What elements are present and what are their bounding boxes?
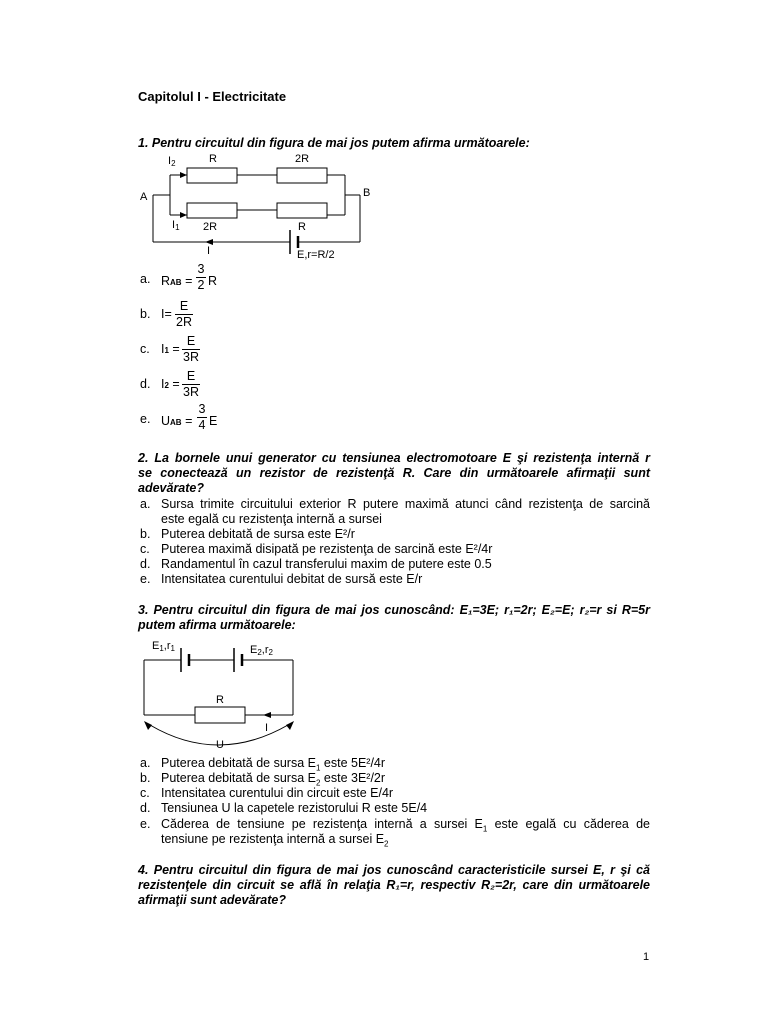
- q1e-lhs: U: [161, 414, 171, 428]
- q1d-eq: =: [172, 377, 180, 391]
- q2a-line1: Sursa trimite circuitului exterior R putere maximă atunci când rezistenţa de sarcină: [161, 497, 650, 511]
- q1e-rhs: E: [209, 414, 218, 428]
- q1b-lhs: I: [161, 307, 165, 321]
- q1d-sub: 2: [164, 381, 169, 390]
- resistor-r: [195, 707, 245, 723]
- q1c-sub: 1: [164, 346, 169, 355]
- label-i: I: [265, 722, 269, 734]
- q1a-lhs: R: [161, 274, 171, 288]
- q1a-rhs: R: [208, 274, 218, 288]
- question-4-line3: afirmaţii sunt adevărate?: [138, 893, 286, 907]
- q1a-sub: AB: [170, 278, 182, 287]
- q2-option-c: c. Puterea maximă disipată pe rezistenţa de sarcină este E²/4r: [140, 542, 493, 556]
- q3-option-b: b. Puterea debitată de sursa $E_2$ este 3E²/2r: [140, 771, 386, 788]
- label-r-bottom: R: [298, 221, 306, 233]
- label-2r-bottom: 2R: [203, 221, 218, 233]
- label-u: U: [216, 739, 224, 751]
- q1e-sub: AB: [170, 418, 182, 427]
- question-3-line1: 3. Pentru circuitul din figura de mai jos cunoscând: E₁=3E; r₁=2r; E₂=E; r₂=r si R=5r: [138, 603, 650, 617]
- resistor-2r-bottom: [187, 203, 237, 218]
- q3-option-a: a. Puterea debitată de sursa $E_1$ este 5E²/4r: [140, 756, 386, 773]
- q2-option-d: d. Randamentul în cazul transferului maxim de putere este 0.5: [140, 557, 492, 571]
- page-number: 1: [643, 951, 650, 963]
- resistor-r-bottom: [277, 203, 327, 218]
- label-a: A: [140, 191, 148, 203]
- q2-option-e: e. Intensitatea curentului debitat de sursă este E/r: [140, 572, 423, 586]
- question-3-line2: putem afirma următoarele:: [138, 618, 296, 632]
- question-2-line2: se conectează un rezistor de rezistenţă R. Care din următoarele afirmaţii sunt: [138, 466, 650, 480]
- chapter-title: Capitolul I - Electricitate: [138, 89, 287, 104]
- question-1-text: 1. Pentru circuitul din figura de mai jos putem afirma următoarele:: [138, 136, 530, 150]
- label-b: B: [363, 187, 371, 199]
- resistor-r-top: [187, 168, 237, 183]
- circuit-diagram-3: [138, 633, 308, 753]
- resistor-2r-top: [277, 168, 327, 183]
- q1-option-e: e. UAB = 3 4 E: [140, 402, 218, 432]
- q3-option-c: c. Intensitatea curentului din circuit este E/4r: [140, 786, 394, 800]
- label-r: R: [216, 694, 224, 706]
- q3-option-d: d. Tensiunea U la capetele rezistorului R este 5E/4: [140, 801, 428, 815]
- label-i1: I1: [172, 219, 180, 232]
- circuit-diagram-1: [135, 150, 395, 265]
- label-e2r2: E2,r2: [250, 644, 273, 657]
- label-r-top: R: [209, 153, 217, 165]
- label-i: I: [207, 245, 211, 257]
- question-4-line2: rezistenţele din circuit se află în relaţia R₁=r, respectiv R₂=2r, care din următoarele: [138, 878, 650, 892]
- q1-option-a: a. RAB = 3 2 R: [140, 262, 218, 292]
- q1c-lhs: I: [161, 342, 165, 356]
- q1e-eq: =: [185, 414, 193, 428]
- q1b-eq: =: [164, 307, 172, 321]
- label-i2: I2: [168, 155, 176, 168]
- question-2-line3: adevărate?: [138, 481, 205, 495]
- q2a-line2: este egală cu rezistenţa internă a sursei: [161, 512, 382, 526]
- label-2r-top: 2R: [295, 153, 310, 165]
- question-2-line1: 2. La bornele unui generator cu tensiunea electromotoare E şi rezistenţa internă r: [138, 451, 650, 465]
- q1-option-b: b. I= E 2R: [140, 299, 192, 329]
- q1c-eq: =: [172, 342, 180, 356]
- q1a-eq: =: [185, 274, 193, 288]
- q2-option-b: b. Puterea debitată de sursa este E²/r: [140, 527, 355, 541]
- q1-option-d: d. I2 = E 3R: [140, 369, 199, 399]
- q1-option-c: c. I1 = E 3R: [140, 334, 199, 364]
- q1d-lhs: I: [161, 377, 165, 391]
- label-source: E,r=R/2: [297, 249, 335, 261]
- question-4-line1: 4. Pentru circuitul din figura de mai jos cunoscând caracteristicile sursei E, r şi că: [138, 863, 650, 877]
- q3-option-e: e. Căderea de tensiune pe rezistenţa internă a sursei $E_1$ este egală cu căderea de tensiune pe rezistenţa internă a sursei $E_2$: [140, 817, 650, 849]
- label-e1r1: E1,r1: [152, 640, 175, 653]
- q2-option-a: a. Sursa trimite circuitului exterior R putere maximă atunci când rezistenţa de sarcină este egală cu rezistenţa internă a sursei: [140, 497, 650, 526]
